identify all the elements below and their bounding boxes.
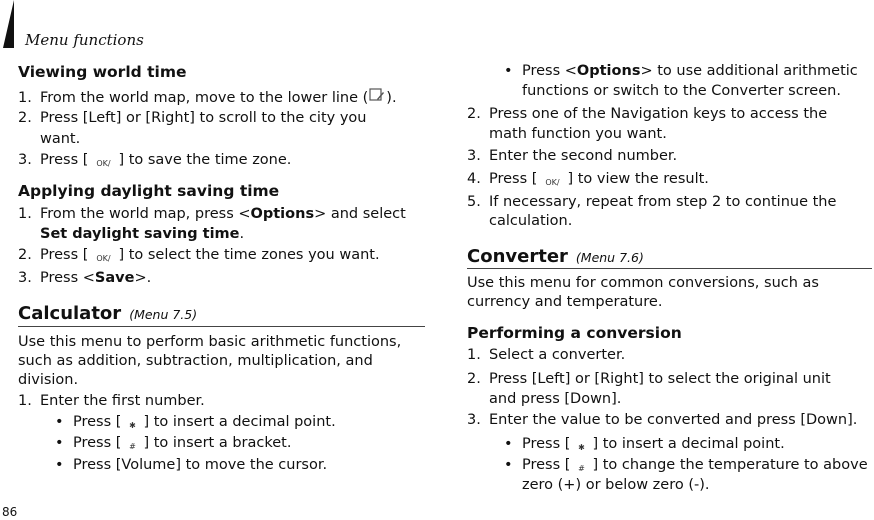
bullet-icon: •: [55, 435, 64, 451]
calc-step-3: 3. Enter the second number.: [467, 148, 678, 164]
calc-step-5: 5. If necessary, repeat from step 2 to continue the: [467, 194, 837, 210]
world-time-step-1: 1. From the world map, move to the lower line ( ).: [18, 87, 397, 106]
calc-step-4: 4. Press [ OK/ ] to view the result.: [467, 171, 709, 190]
bullet-icon: •: [504, 457, 513, 473]
calculator-rule: [18, 326, 425, 327]
header-bar-graphic: [0, 0, 14, 48]
ok-key-icon: OK/: [96, 254, 111, 263]
calculator-intro-2: such as addition, subtraction, multiplication, and: [18, 353, 373, 369]
calculator-title: Calculator (Menu 7.5): [18, 303, 198, 324]
daylight-step-2: 2. Press [ OK/ ] to select the time zones you want.: [18, 247, 380, 266]
bullet-icon: •: [504, 436, 513, 452]
bullet-icon: •: [504, 63, 513, 79]
star-key-icon: ✱: [129, 421, 136, 430]
star-key-icon: ✱: [578, 443, 585, 452]
calc-step-2-cont: math function you want.: [489, 126, 667, 142]
converter-intro-2: currency and temperature.: [467, 294, 663, 310]
lower-line-icon: [368, 87, 386, 105]
calculator-menu-ref: (Menu 7.5): [129, 307, 198, 322]
calculator-step-1: 1. Enter the first number.: [18, 393, 205, 409]
hash-key-icon: #: [578, 464, 585, 473]
page-number: 86: [2, 505, 18, 519]
bullet-icon: •: [55, 457, 64, 473]
world-time-step-2: 2. Press [Left] or [Right] to scroll to the city you: [18, 110, 367, 126]
page-header-title: Menu functions: [25, 31, 144, 49]
calculator-bullet-1: Press [ ✱ ] to insert a decimal point.: [73, 414, 336, 433]
ok-key-icon: OK/: [96, 159, 111, 168]
calculator-intro-3: division.: [18, 372, 79, 388]
calc-step-2: 2. Press one of the Navigation keys to access the: [467, 106, 828, 122]
ok-key-icon: OK/: [545, 178, 560, 187]
world-time-heading: Viewing world time: [18, 63, 187, 81]
converter-intro-1: Use this menu for common conversions, such as: [467, 275, 819, 291]
converter-menu-ref: (Menu 7.6): [575, 250, 644, 265]
daylight-step-1-cont: Set daylight saving time.: [40, 226, 245, 242]
converter-rule: [467, 268, 872, 269]
conversion-step-1: 1. Select a converter.: [467, 347, 626, 363]
conversion-step-2-cont: and press [Down].: [489, 391, 622, 407]
hash-key-icon: #: [129, 442, 136, 451]
daylight-step-1: 1. From the world map, press <Options> and select: [18, 206, 406, 222]
calculator-bullet-3: Press [Volume] to move the cursor.: [73, 457, 328, 473]
conversion-heading: Performing a conversion: [467, 324, 682, 342]
daylight-step-3: 3. Press <Save>.: [18, 270, 152, 286]
conversion-bullet-1: Press [ ✱ ] to insert a decimal point.: [522, 436, 785, 455]
world-time-step-2-cont: want.: [40, 131, 81, 147]
options-bullet: Press <Options> to use additional arithmetic: [522, 63, 858, 79]
bullet-icon: •: [55, 414, 64, 430]
calculator-intro-1: Use this menu to perform basic arithmetic functions,: [18, 334, 402, 350]
calculator-bullet-2: Press [ # ] to insert a bracket.: [73, 435, 291, 454]
converter-title: Converter (Menu 7.6): [467, 246, 644, 267]
daylight-heading: Applying daylight saving time: [18, 182, 280, 200]
options-bullet-cont: functions or switch to the Converter screen.: [522, 83, 841, 99]
conversion-step-3: 3. Enter the value to be converted and press [Down].: [467, 412, 858, 428]
conversion-step-2: 2. Press [Left] or [Right] to select the original unit: [467, 371, 831, 387]
conversion-bullet-2-cont: zero (+) or below zero (-).: [522, 477, 710, 493]
conversion-bullet-2: Press [ # ] to change the temperature to above: [522, 457, 868, 476]
world-time-step-3: 3. Press [ OK/ ] to save the time zone.: [18, 152, 291, 171]
calc-step-5-cont: calculation.: [489, 213, 573, 229]
